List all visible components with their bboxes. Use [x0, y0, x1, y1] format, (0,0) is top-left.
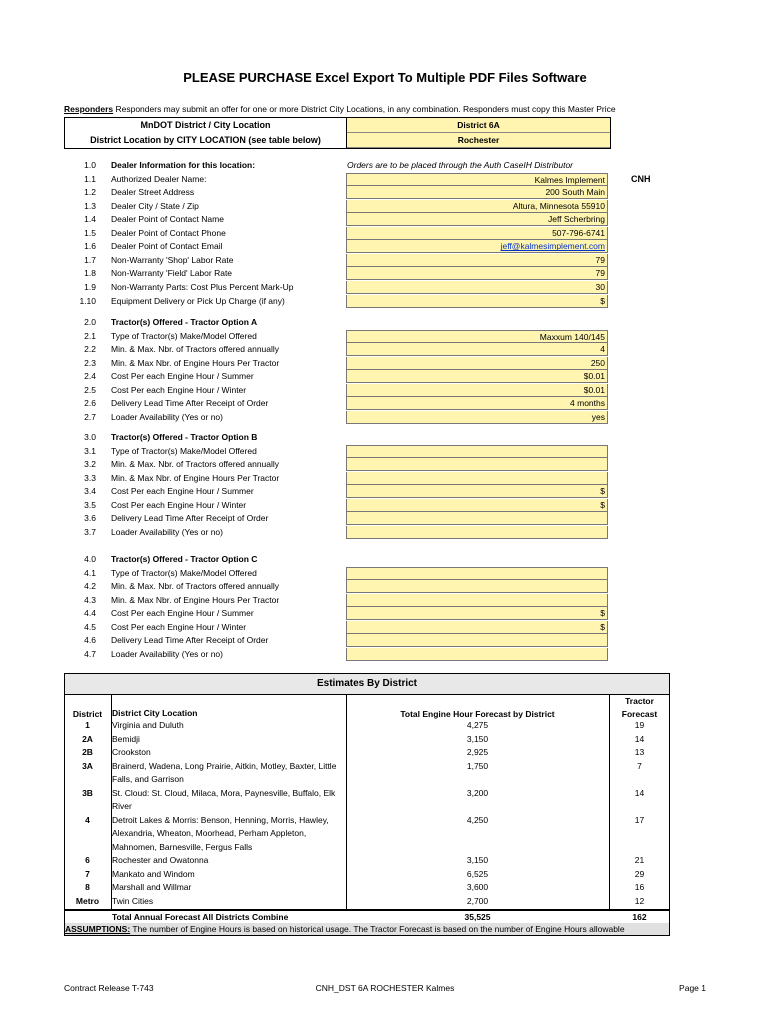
item-value-cell[interactable]: Jeff Scherbring — [346, 213, 608, 226]
item-number: 4.7 — [84, 648, 96, 659]
item-label: Dealer City / State / Zip — [111, 200, 199, 211]
row-location: Virginia and Duluth — [112, 720, 184, 730]
row-district: 1 — [85, 720, 90, 730]
row-tractors: 16 — [634, 882, 645, 892]
row-tractors: 14 — [634, 787, 645, 798]
item-label: Cost Per each Engine Hour / Winter — [111, 499, 247, 510]
item-label: Loader Availability (Yes or no) — [111, 411, 223, 422]
row-location: Detroit Lakes & Morris: Benson, Henning, Morris, Hawley, Alexandria, Wheaton, Moorhead, Perham Appleton, Mahnomen, Barnesville, Fergus Falls — [112, 814, 329, 852]
item-label: Cost Per each Engine Hour / Summer — [111, 486, 254, 497]
item-value-cell[interactable]: 4 — [346, 343, 608, 356]
item-label: Cost Per each Engine Hour / Summer — [111, 371, 254, 382]
orders-note: Orders are to be placed through the Auth CaseIH Distributor — [347, 160, 573, 170]
item-number: 3.6 — [84, 513, 96, 524]
section-heading: Tractor(s) Offered - Tractor Option C — [111, 554, 258, 564]
item-label: Type of Tractor(s) Make/Model Offered — [111, 445, 257, 456]
item-value-cell[interactable] — [346, 240, 608, 253]
item-label: Min. & Max Nbr. of Engine Hours Per Tractor — [111, 594, 280, 605]
item-number: 1.0 — [84, 160, 96, 170]
item-label: Dealer Street Address — [111, 187, 195, 198]
footer-left: Contract Release T-743 — [64, 983, 154, 993]
estimates-title: Estimates By District — [65, 674, 669, 695]
item-value-cell[interactable] — [346, 458, 608, 471]
item-number: 2.0 — [84, 317, 96, 327]
item-value-cell[interactable]: $ — [346, 621, 608, 634]
item-number: 1.6 — [84, 241, 96, 252]
row-tractors: 13 — [634, 747, 645, 757]
item-value-cell[interactable] — [346, 648, 608, 661]
item-value-cell[interactable]: $ — [346, 499, 608, 512]
item-number: 1.2 — [84, 187, 96, 198]
row-district: 6 — [85, 855, 90, 865]
item-label: Non-Warranty 'Shop' Labor Rate — [111, 254, 234, 265]
row-location: Crookston — [112, 747, 151, 757]
row-location: Rochester and Owatonna — [112, 855, 209, 865]
row-tractors: 17 — [634, 814, 645, 825]
item-number: 1.4 — [84, 214, 96, 225]
item-value-cell[interactable]: $ — [346, 485, 608, 498]
item-label: Loader Availability (Yes or no) — [111, 648, 223, 659]
item-number: 3.2 — [84, 459, 96, 470]
item-value-cell[interactable]: Altura, Minnesota 55910 — [346, 200, 608, 213]
district-value[interactable]: District 6A — [347, 118, 610, 133]
item-number: 2.7 — [84, 411, 96, 422]
item-number: 4.5 — [84, 621, 96, 632]
item-label: Loader Availability (Yes or no) — [111, 526, 223, 537]
row-district: Metro — [75, 895, 100, 906]
item-value-cell[interactable]: 250 — [346, 357, 608, 370]
assumptions-label: ASSUMPTIONS: — [65, 924, 131, 934]
responders-text: Responders may submit an offer for one or more District City Locations, in any combination. Responders must copy this Master Price — [113, 104, 616, 114]
item-number: 4.0 — [84, 554, 96, 564]
district-header-label-2: District Location by CITY LOCATION (see table below) — [90, 135, 321, 145]
footer-page: Page 1 — [679, 983, 706, 993]
row-district: 3B — [82, 787, 93, 798]
row-hours: 4,250 — [466, 814, 489, 825]
row-district: 2A — [82, 733, 93, 744]
item-label: Min. & Max Nbr. of Engine Hours Per Tractor — [111, 472, 280, 483]
row-tractors: 21 — [634, 855, 645, 865]
item-label: Min. & Max. Nbr. of Tractors offered annually — [111, 344, 280, 355]
item-value-cell[interactable] — [346, 512, 608, 525]
row-hours: 3,150 — [466, 733, 489, 744]
item-number: 3.5 — [84, 499, 96, 510]
item-label: Type of Tractor(s) Make/Model Offered — [111, 330, 257, 341]
page-title: PLEASE PURCHASE Excel Export To Multiple PDF Files Software — [183, 70, 587, 85]
responders-note — [64, 104, 664, 114]
row-hours: 3,150 — [466, 855, 489, 865]
item-value-cell[interactable] — [346, 634, 608, 647]
item-label: Dealer Point of Contact Phone — [111, 227, 226, 238]
item-number: 1.3 — [84, 200, 96, 211]
item-value-cell[interactable]: 200 South Main — [346, 186, 608, 199]
item-label: Authorized Dealer Name: — [111, 173, 207, 184]
row-hours: 2,700 — [466, 895, 489, 906]
item-number: 2.1 — [84, 330, 96, 341]
row-tractors: 19 — [634, 720, 645, 730]
assumptions-text: The number of Engine Hours is based on historical usage. The Tractor Forecast is based on the number of Engine Hours allowable — [130, 924, 625, 934]
item-number: 1.5 — [84, 227, 96, 238]
item-value-cell[interactable]: Kalmes Implement — [346, 173, 608, 186]
item-label: Min. & Max Nbr. of Engine Hours Per Tractor — [111, 357, 280, 368]
email-link[interactable]: jeff@kalmesimplement.com — [500, 241, 605, 252]
responders-label: Responders — [64, 104, 114, 114]
header-location: District City Location — [112, 708, 198, 718]
item-value-cell[interactable]: 30 — [346, 281, 608, 294]
item-number: 3.4 — [84, 486, 96, 497]
item-number: 1.8 — [84, 268, 96, 279]
item-label: Dealer Point of Contact Email — [111, 241, 223, 252]
header-tractor-1: Tractor — [625, 696, 654, 706]
header-district: District — [72, 709, 103, 719]
item-value-cell[interactable]: $ — [346, 295, 608, 308]
item-value-cell[interactable] — [346, 445, 608, 458]
item-label: Type of Tractor(s) Make/Model Offered — [111, 567, 257, 578]
item-label: Cost Per each Engine Hour / Summer — [111, 608, 254, 619]
item-number: 4.2 — [84, 581, 96, 592]
total-label: Total Annual Forecast All Districts Combine — [112, 912, 289, 922]
row-tractors: 7 — [637, 760, 642, 771]
item-label: Cost Per each Engine Hour / Winter — [111, 621, 247, 632]
item-label: Delivery Lead Time After Receipt of Order — [111, 398, 269, 409]
item-value-cell[interactable]: $ — [346, 607, 608, 620]
district-header-label-1: MnDOT District / City Location — [140, 120, 271, 130]
row-hours: 6,525 — [466, 868, 489, 879]
section-heading: Tractor(s) Offered - Tractor Option A — [111, 317, 258, 327]
row-tractors: 14 — [634, 733, 645, 744]
assumptions — [65, 923, 669, 935]
row-district: 2B — [82, 747, 93, 757]
row-hours: 1,750 — [466, 760, 489, 771]
item-value-cell[interactable]: $0.01 — [346, 370, 608, 383]
item-number: 4.1 — [84, 567, 96, 578]
location-value[interactable]: Rochester — [347, 133, 610, 148]
row-tractors: 12 — [634, 895, 645, 906]
item-label: Min. & Max. Nbr. of Tractors offered annually — [111, 459, 280, 470]
item-value-cell[interactable] — [346, 594, 608, 607]
district-header — [64, 117, 611, 149]
row-hours: 2,925 — [466, 747, 489, 757]
district-header-labels — [65, 118, 347, 148]
row-hours: 3,200 — [466, 787, 489, 798]
item-label: Non-Warranty 'Field' Labor Rate — [111, 268, 233, 279]
item-value-cell[interactable]: 507-796-6741 — [346, 227, 608, 240]
section-heading: Dealer Information for this location: — [111, 160, 256, 170]
row-location: Brainerd, Wadena, Long Prairie, Aitkin, Motley, Baxter, Little Falls, and Garrison — [112, 760, 337, 784]
item-label: Equipment Delivery or Pick Up Charge (if any) — [111, 295, 285, 306]
section-heading: Tractor(s) Offered - Tractor Option B — [111, 432, 258, 442]
row-location: Bemidji — [112, 733, 140, 744]
row-district: 4 — [85, 814, 90, 825]
district-header-values — [347, 118, 610, 148]
item-number: 1.9 — [84, 281, 96, 292]
header-hours: Total Engine Hour Forecast by District — [400, 709, 555, 719]
item-value-cell[interactable]: $0.01 — [346, 384, 608, 397]
row-district: 7 — [85, 868, 90, 879]
item-number: 3.3 — [84, 472, 96, 483]
header-tractor-2: Forecast — [621, 709, 658, 719]
item-value-cell[interactable] — [346, 580, 608, 593]
item-value-cell[interactable]: Maxxum 140/145 — [346, 330, 608, 343]
item-label: Min. & Max. Nbr. of Tractors offered annually — [111, 581, 280, 592]
row-location: St. Cloud: St. Cloud, Milaca, Mora, Paynesville, Buffalo, Elk River — [112, 787, 336, 811]
item-number: 1.10 — [79, 295, 96, 306]
item-label: Cost Per each Engine Hour / Winter — [111, 384, 247, 395]
item-number: 3.0 — [84, 432, 96, 442]
item-number: 2.6 — [84, 398, 96, 409]
total-hours: 35,525 — [464, 912, 491, 922]
item-number: 2.3 — [84, 357, 96, 368]
item-label: Delivery Lead Time After Receipt of Order — [111, 635, 269, 646]
item-number: 3.1 — [84, 445, 96, 456]
item-number: 4.4 — [84, 608, 96, 619]
item-number: 2.2 — [84, 344, 96, 355]
row-location: Marshall and Willmar — [112, 882, 192, 892]
item-value-cell[interactable]: 79 — [346, 254, 608, 267]
total-tractors: 162 — [632, 912, 647, 922]
row-hours: 4,275 — [466, 720, 489, 730]
row-hours: 3,600 — [466, 882, 489, 892]
estimates-table — [64, 673, 670, 936]
item-label: Dealer Point of Contact Name — [111, 214, 224, 225]
item-value-cell[interactable] — [346, 526, 608, 539]
item-value-cell[interactable]: 4 months — [346, 397, 608, 410]
row-district: 3A — [82, 760, 93, 771]
item-label: Non-Warranty Parts: Cost Plus Percent Mark-Up — [111, 281, 294, 292]
item-number: 3.7 — [84, 526, 96, 537]
item-value-cell[interactable]: 79 — [346, 267, 608, 280]
row-tractors: 29 — [634, 868, 645, 879]
row-location: Twin Cities — [112, 895, 154, 906]
item-number: 2.4 — [84, 371, 96, 382]
item-number: 2.5 — [84, 384, 96, 395]
item-value-cell[interactable] — [346, 472, 608, 485]
item-number: 4.3 — [84, 594, 96, 605]
item-number: 4.6 — [84, 635, 96, 646]
item-number: 1.1 — [84, 173, 96, 184]
item-label: Delivery Lead Time After Receipt of Order — [111, 513, 269, 524]
footer-center: CNH_DST 6A ROCHESTER Kalmes — [315, 983, 455, 993]
item-value-cell[interactable] — [346, 567, 608, 580]
item-number: 1.7 — [84, 254, 96, 265]
row-district: 8 — [85, 882, 90, 892]
row-location: Mankato and Windom — [112, 868, 195, 879]
item-value-cell[interactable]: yes — [346, 411, 608, 424]
brand-label: CNH — [631, 174, 651, 184]
